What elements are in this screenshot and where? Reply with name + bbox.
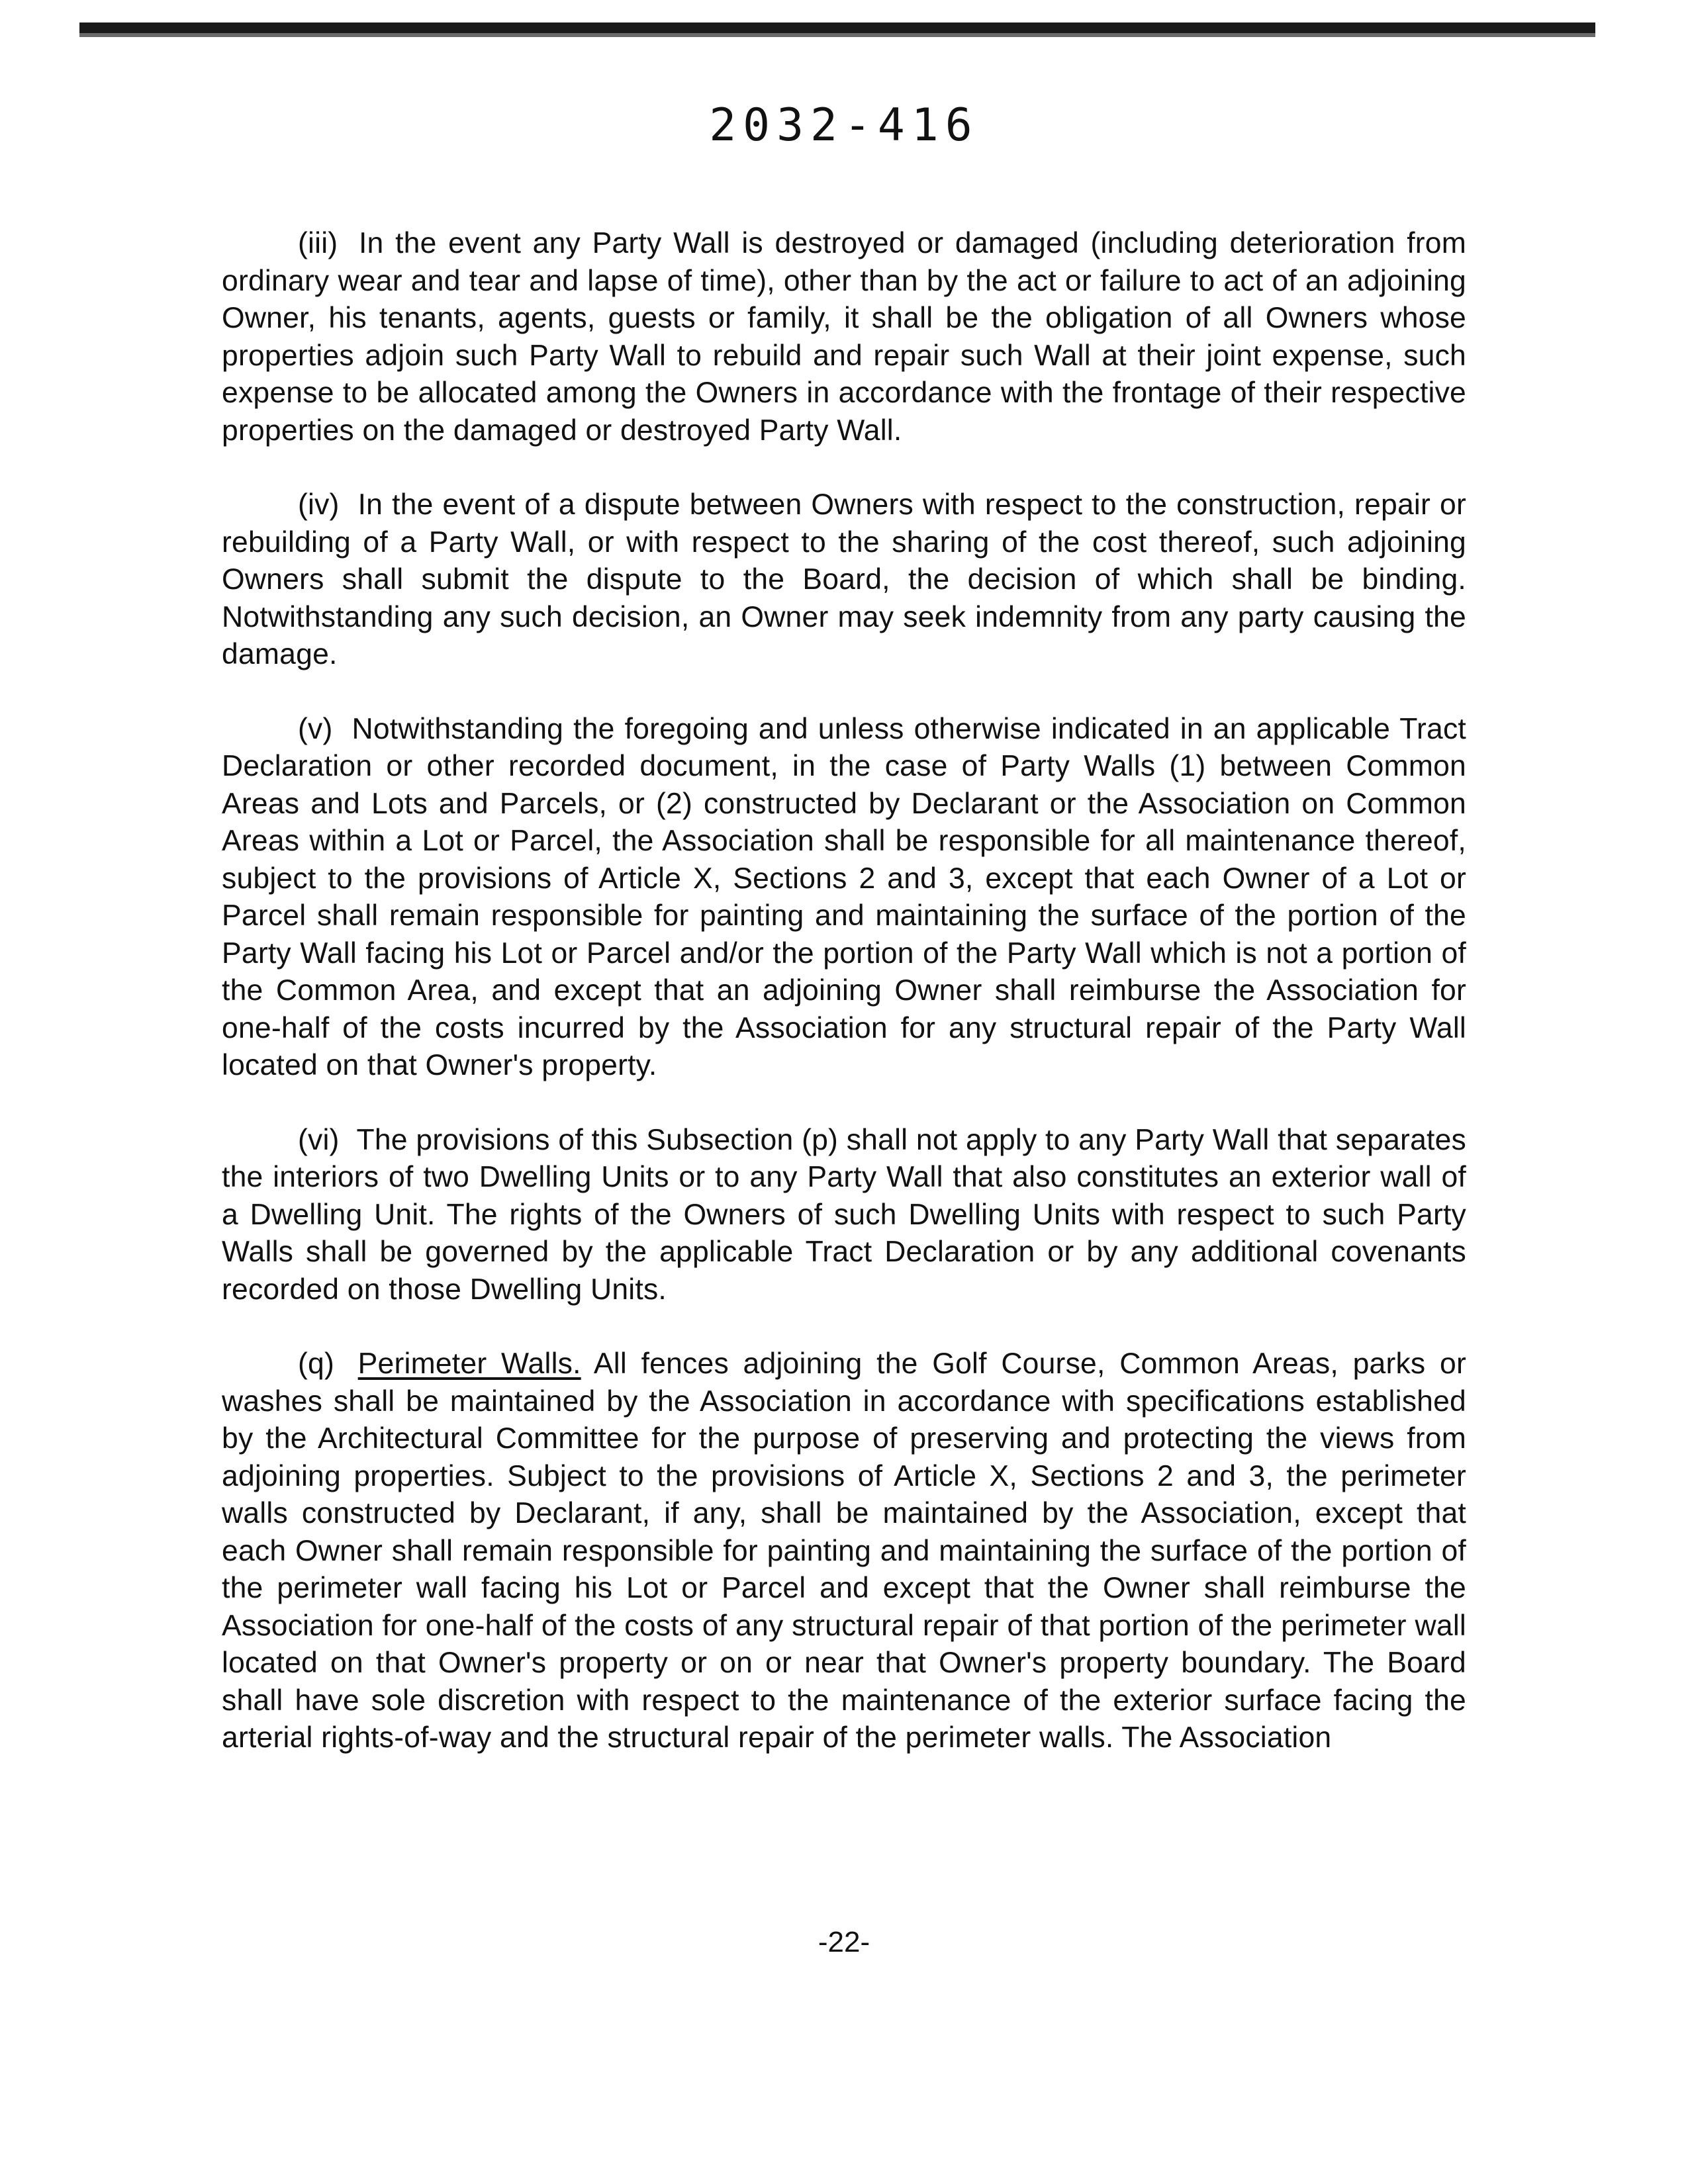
paragraph-text: In the event any Party Wall is destroyed or damaged (including deterioration from ordinary wear and tear and lapse of time), other than by the act or failure to act of an adjoining Owner, his tenants, agents, guests or family, it shall be the obligation of all Owners whose properties adjoin such Party Wall to rebuild and repair such Wall at their joint expense, such expense to be allocated among the Owners in accordance with the frontage of their respective properties on the damaged or destroyed Party Wall. [222,227,1466,447]
paragraph-v [222,711,1466,1085]
paragraph-number: (q) [298,1347,334,1380]
paragraph-text: The provisions of this Subsection (p) shall not apply to any Party Wall that separates the interiors of two Dwelling Units or to any Party Wall that also constitutes an exterior wall of a Dwelling Unit. The rights of the Owners of such Dwelling Units with respect to such Party Walls shall be governed by the applicable Tract Declaration or by any additional covenants recorded on those Dwelling Units. [222,1123,1466,1306]
scan-edge-bar [79,23,1595,37]
paragraph-vi [222,1122,1466,1309]
paragraph-number: (iii) [298,227,338,259]
paragraph-iii [222,225,1466,449]
paragraph-iv [222,486,1466,674]
section-heading: Perimeter Walls. [357,1347,581,1380]
paragraph-text: Notwithstanding the foregoing and unless otherwise indicated in an applicable Tract Declaration or other recorded document, in the case of Party Walls (1) between Common Areas and Lots and Parcels, or (2) constructed by Declarant or the Association on Common Areas within a Lot or Parcel, the Association shall be responsible for all maintenance thereof, subject to the provisions of Article X, Sections 2 and 3, except that each Owner of a Lot or Parcel shall remain responsible for painting and maintaining the surface of the portion of the Party Wall facing his Lot or Parcel and/or the portion of the Party Wall which is not a portion of the Common Area, and except that an adjoining Owner shall reimburse the Association for one-half of the costs incurred by the Association for any structural repair of the Party Wall located on that Owner's property. [222,712,1466,1081]
paragraph-number: (vi) [298,1123,340,1156]
paragraph-q-perimeter-walls [222,1345,1466,1757]
paragraph-number: (iv) [298,488,340,521]
page-number: -22- [818,1926,870,1958]
paragraph-number: (v) [298,712,333,745]
paragraph-text: In the event of a dispute between Owners with respect to the construction, repair or rebuilding of a Party Wall, or with respect to the sharing of the cost thereof, such adjoining Owners shall submit the dispute to the Board, the decision of which shall be binding. Notwithstanding any such decision, an Owner may seek indemnity from any party causing the damage. [222,488,1466,670]
document-body [222,225,1466,1794]
paragraph-text: All fences adjoining the Golf Course, Common Areas, parks or washes shall be maintained by the Association in accordance with specifications established by the Architectural Committee for the purpose of preserving and protecting the views from adjoining properties. Subject to the provisions of Article X, Sections 2 and 3, the perimeter walls constructed by Declarant, if any, shall be maintained by the Association, except that each Owner shall remain responsible for painting and maintaining the surface of the portion of the perimeter wall facing his Lot or Parcel and except that the Owner shall reimburse the Association for one-half of the costs of any structural repair of that portion of the perimeter wall located on that Owner's property or on or near that Owner's property boundary. The Board shall have sole discretion with respect to the maintenance of the exterior surface facing the arterial rights-of-way and the structural repair of the perimeter walls. The Association [222,1347,1467,1754]
recording-number: 2032-416 [709,99,979,152]
